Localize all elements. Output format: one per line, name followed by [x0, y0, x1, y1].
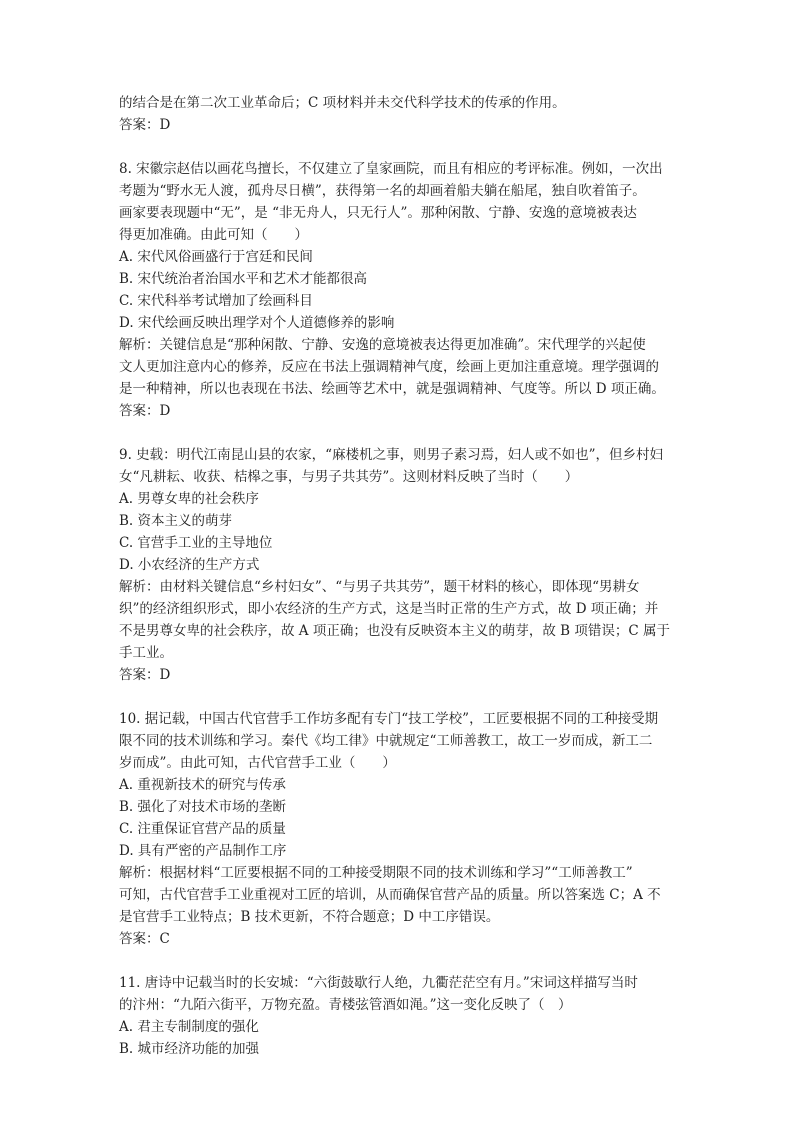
- question-stem-line: 考题为“野水无人渡，孤舟尽日横”，获得第一名的却画着船夫躺在船尾，独自吹着笛子。: [119, 183, 646, 199]
- option-d: D. 小农经济的生产方式: [119, 557, 260, 573]
- answer-line: 答案：D: [119, 403, 171, 419]
- option-c: C. 宋代科举考试增加了绘画科目: [119, 293, 313, 309]
- analysis-line: 文人更加注意内心的修养，反应在书法上强调精神气度，绘画上更加注重意境。理学强调的: [119, 359, 659, 375]
- answer-line: 答案：C: [119, 931, 170, 947]
- question-stem-line: 限不同的技术训练和学习。秦代《均工律》中就规定“工师善教工，故工一岁而成，新工二: [119, 733, 653, 749]
- question-stem-line: 得更加准确。由此可知（ ）: [119, 227, 308, 243]
- intro-answer: 答案：D: [119, 117, 171, 133]
- analysis-line: 解析：由材料关键信息“乡村妇女”、“与男子共其劳”，题干材料的核心，即体现“男耕女: [119, 579, 640, 595]
- analysis-line: 不是男尊女卑的社会秩序，故 A 项正确；也没有反映资本主义的萌芽，故 B 项错误；C 属于: [119, 623, 670, 639]
- question-stem-line: 画家要表现题中“无”，是 “非无舟人，只无行人”。那种闲散、宁静、安逸的意境被表达: [119, 205, 637, 221]
- option-d: D. 宋代绘画反映出理学对个人道德修养的影响: [119, 315, 395, 331]
- answer-line: 答案：D: [119, 667, 171, 683]
- question-stem-line: 的汴州：“九陌六街平，万物充盈。青楼弦管酒如渑。”这一变化反映了（ ）: [119, 997, 572, 1013]
- option-a: A. 重视新技术的研究与传承: [119, 777, 286, 793]
- option-c: C. 注重保证官营产品的质量: [119, 821, 286, 837]
- question-stem-line: 9. 史载：明代江南昆山县的农家，“麻楼机之事，则男子素习焉，妇人或不如也”，但乡村妇: [119, 447, 663, 463]
- option-a: A. 宋代风俗画盛行于宫廷和民间: [119, 249, 313, 265]
- question-8: [119, 158, 685, 422]
- question-9: [119, 444, 685, 686]
- intro-block: [119, 92, 685, 136]
- analysis-line: 解析：根据材料“工匠要根据不同的工种接受期限不同的技术训练和学习”“工师善教工”: [119, 865, 633, 881]
- option-a: A. 男尊女卑的社会秩序: [119, 491, 259, 507]
- option-b: B. 城市经济功能的加强: [119, 1041, 260, 1057]
- analysis-line: 手工业。: [119, 645, 173, 661]
- question-10: [119, 708, 685, 950]
- option-a: A. 君主专制制度的强化: [119, 1019, 259, 1035]
- question-stem-line: 11. 唐诗中记载当时的长安城：“六街鼓歇行人绝，九衢茫茫空有月。”宋词这样描写当时: [119, 975, 638, 991]
- question-stem-line: 10. 据记载，中国古代官营手工作坊多配有专门“技工学校”，工匠要根据不同的工种接受期: [119, 711, 659, 727]
- analysis-line: 织”的经济组织形式，即小农经济的生产方式，这是当时正常的生产方式，故 D 项正确；并: [119, 601, 659, 617]
- option-b: B. 强化了对技术市场的垄断: [119, 799, 287, 815]
- option-d: D. 具有严密的产品制作工序: [119, 843, 287, 859]
- analysis-line: 是官营手工业特点；B 技术更新，不符合题意；D 中工序错误。: [119, 909, 500, 925]
- question-stem-line: 女“凡耕耘、收获、桔槔之事，与男子共其劳”。这则材料反映了当时（ ）: [119, 469, 579, 485]
- question-stem-line: 岁而成”。由此可知，古代官营手工业（ ）: [119, 755, 396, 771]
- document-page: [119, 92, 685, 1060]
- option-b: B. 资本主义的萌芽: [119, 513, 233, 529]
- analysis-line: 解析：关键信息是“那种闲散、宁静、安逸的意境被表达得更加准确”。宋代理学的兴起使: [119, 337, 646, 353]
- analysis-line: 可知，古代官营手工业重视对工匠的培训，从而确保官营产品的质量。所以答案选 C；A 不: [119, 887, 661, 903]
- option-c: C. 官营手工业的主导地位: [119, 535, 273, 551]
- analysis-line: 是一种精神，所以也表现在书法、绘画等艺术中，就是强调精神、气度等。所以 D 项正确。: [119, 381, 665, 397]
- question-11: [119, 972, 685, 1060]
- intro-line: 的结合是在第二次工业革命后；C 项材料并未交代科学技术的传承的作用。: [119, 95, 566, 111]
- question-stem-line: 8. 宋徽宗赵佶以画花鸟擅长，不仅建立了皇家画院，而且有相应的考评标准。例如，一次出: [119, 161, 663, 177]
- option-b: B. 宋代统治者治国水平和艺术才能都很高: [119, 271, 368, 287]
